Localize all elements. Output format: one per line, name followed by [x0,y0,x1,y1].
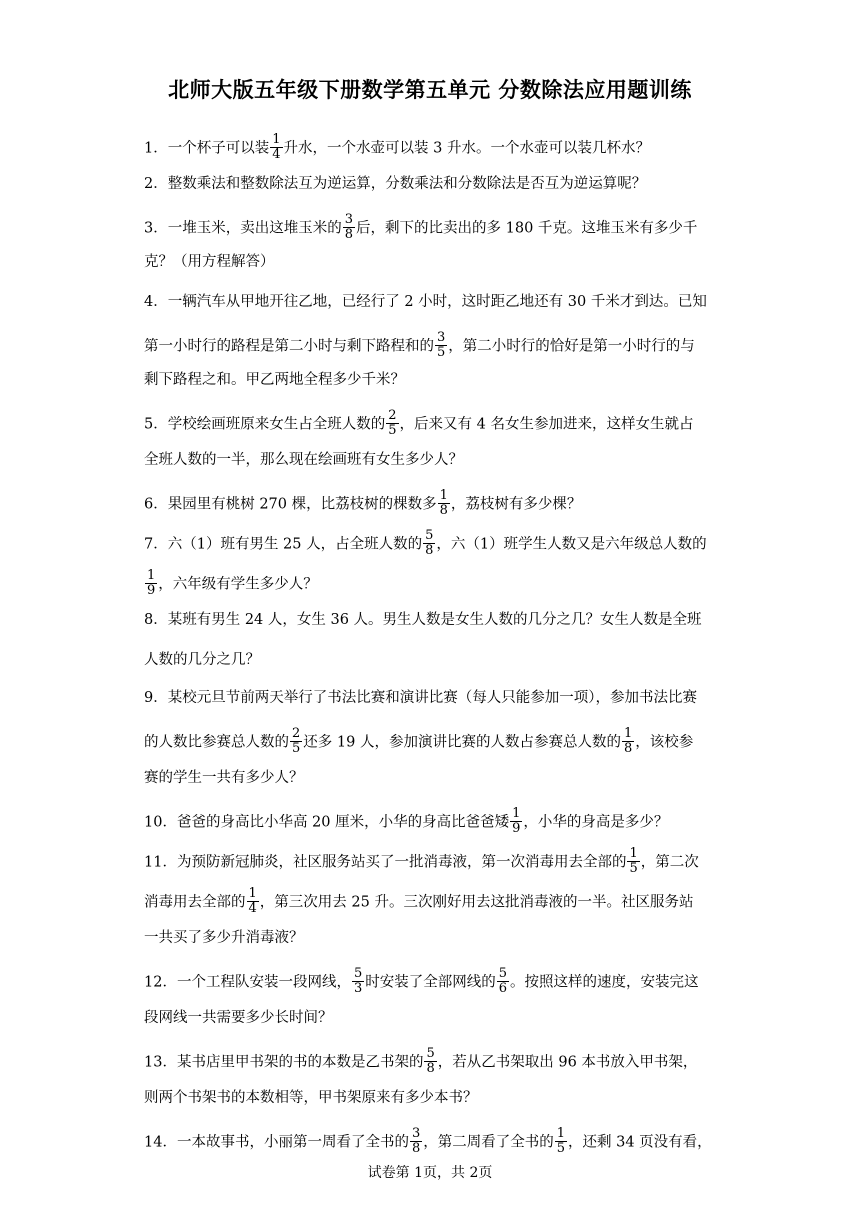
problem-text: 时安装了全部网线的 [365,974,496,991]
problem-text: 9．某校元旦节前两天举行了书法比赛和演讲比赛（每人只能参加一项），参加书法比赛 [144,690,697,706]
problem-line [144,1128,719,1157]
problem-text: 全班人数的一半，那么现在绘画班有女生多少人？ [144,452,463,468]
problem-line [144,410,719,439]
fraction [386,409,398,438]
fraction-denominator: 6 [498,981,508,996]
problem-line [144,808,719,837]
problem-text: ，六年级有学生多少人？ [158,576,318,593]
fraction [622,727,634,756]
problem-text: 5．学校绘画班原来女生占全班人数的 [144,416,386,433]
problem-line [144,688,719,708]
problem-line [144,292,719,312]
problem-line [144,134,719,163]
problem-line [144,610,719,630]
fraction-denominator: 8 [623,741,633,756]
fraction-numerator: 5 [426,1046,435,1061]
problem-text: 。按照这样的速度，安装完这 [510,974,699,991]
problem-text: 2．整数乘法和整数除法互为逆运算，分数乘法和分数除法是否互为逆运算呢？ [144,176,647,192]
problem-line [144,1048,719,1077]
problem-line [144,570,719,599]
problem-text: 克？（用方程解答） [144,254,275,270]
problem-text: 剩下路程之和。甲乙两地全程多少千米？ [144,372,405,388]
fraction-denominator: 8 [344,227,354,242]
fraction-numerator: 3 [437,330,446,345]
problem-line [144,888,719,917]
problem-line [144,928,719,948]
problem-text: 11．为预防新冠肺炎，社区服务站买了一批消毒液，第一次消毒用去全部的 [144,854,627,871]
fraction-denominator: 8 [439,503,448,518]
fraction [424,1047,436,1076]
problem-text: 10．爸爸的身高比小华高 20 厘米，小华的身高比爸爸矮 [144,814,510,831]
problem-text: ，第二次 [640,854,699,871]
fraction [410,1127,422,1156]
problem-line [144,1088,719,1108]
fraction-numerator: 5 [353,966,363,981]
fraction-denominator: 8 [426,1061,435,1076]
fraction-denominator: 5 [629,861,638,876]
problem-text: 12．一个工程队安装一段网线， [144,974,351,991]
problem-text: 还多 19 人，参加演讲比赛的人数占参赛总人数的 [303,734,621,751]
problem-line [144,332,719,361]
problem-text: 14．一本故事书，小丽第一周看了全书的 [144,1134,409,1151]
fraction [438,489,450,518]
problem-text: 则两个书架书的本数相等，甲书架原来有多少本书？ [144,1090,478,1106]
fraction-numerator: 1 [248,886,257,901]
page-footer: 试卷第 1页，共 2页 [367,1165,493,1181]
fraction-numerator: 5 [425,528,434,543]
problem-text: 8．某班有男生 24 人，女生 36 人。男生人数是女生人数的几分之几？女生人数是全班 [144,612,702,628]
problem-text: ，小华的身高是多少？ [523,814,669,831]
fraction [352,967,364,996]
fraction [423,529,435,558]
problem-text: 13．某书店里甲书架的书的本数是乙书架的 [144,1054,424,1071]
problem-text: 7．六（1）班有男生 25 人，占全班人数的 [144,536,423,553]
problem-text: ，后来又有 4 名女生参加进来，这样女生就占 [399,416,694,433]
fraction-denominator: 9 [147,583,156,598]
fraction [270,133,282,162]
page-title: 北师大版五年级下册数学第五单元 分数除法应用题训练 [168,78,692,102]
fraction-denominator: 3 [353,981,363,996]
problem-text: ，若从乙书架取出 96 本书放入甲书架， [437,1054,698,1071]
fraction [555,1127,567,1156]
fraction-numerator: 1 [147,568,156,583]
fraction [627,847,639,876]
fraction [510,807,522,836]
problem-line [144,174,719,194]
problem-line [144,252,719,272]
fraction-numerator: 2 [292,726,301,741]
problem-text: 段网线一共需要多少长时间？ [144,1010,333,1026]
problem-text: ，第二小时行的恰好是第一小时行的与 [448,338,695,355]
fraction-denominator: 9 [512,821,521,836]
problem-text: 1．一个杯子可以装 [144,140,270,157]
fraction [343,213,355,242]
fraction-numerator: 1 [629,846,638,861]
problem-text: ，还剩 34 页没有看， [568,1134,712,1151]
problem-text: 3．一堆玉米，卖出这堆玉米的 [144,220,342,237]
problem-text: ，第二周看了全书的 [423,1134,554,1151]
problem-text: 消毒用去全部的 [144,894,246,911]
fraction-denominator: 4 [248,901,257,916]
problem-text: 升水，一个水壶可以装 3 升水。一个水壶可以装几杯水？ [283,140,650,157]
problem-line [144,848,719,877]
problem-line [144,214,719,243]
fraction-numerator: 1 [272,132,281,147]
fraction-numerator: 3 [411,1126,421,1141]
fraction-denominator: 4 [272,147,281,162]
fraction-numerator: 5 [498,966,508,981]
fraction-numerator: 1 [623,726,633,741]
problem-text: 6．果园里有桃树 270 棵，比荔枝树的棵数多 [144,496,437,513]
fraction [247,887,259,916]
fraction-numerator: 1 [556,1126,566,1141]
problem-line [144,530,719,559]
problem-line [144,728,719,757]
fraction [145,569,157,598]
problem-text: 一共买了多少升消毒液？ [144,930,304,946]
problem-text: 第一小时行的路程是第二小时与剩下路程和的 [144,338,434,355]
problem-line [144,1008,719,1028]
problem-text: 后，剩下的比卖出的多 180 千克。这堆玉米有多少千 [356,220,698,237]
fraction-denominator: 5 [292,741,301,756]
problem-text: ，六（1）班学生人数又是六年级总人数的 [436,536,707,553]
problem-line [144,650,719,670]
fraction-denominator: 5 [556,1141,566,1156]
fraction-numerator: 1 [439,488,448,503]
problem-line [144,450,719,470]
problem-text: 赛的学生一共有多少人？ [144,770,304,786]
fraction-denominator: 5 [388,423,397,438]
problem-line [144,370,719,390]
fraction-denominator: 8 [411,1141,421,1156]
problem-line [144,768,719,788]
problem-text: ，荔枝树有多少棵？ [450,496,582,513]
problem-text: 人数的几分之几？ [144,652,260,668]
fraction [435,331,447,360]
problem-text: ，该校参 [635,734,694,751]
fraction-denominator: 5 [437,345,446,360]
problem-text: 的人数比参赛总人数的 [144,734,289,751]
problem-text: 4．一辆汽车从甲地开往乙地，已经行了 2 小时，这时距乙地还有 30 千米才到达。已知 [144,294,707,310]
fraction [497,967,509,996]
fraction-numerator: 1 [512,806,521,821]
problem-text: ，第三次用去 25 升。三次刚好用去这批消毒液的一半。社区服务站 [259,894,694,911]
fraction-denominator: 8 [425,543,434,558]
fraction [290,727,302,756]
fraction-numerator: 2 [388,408,397,423]
problem-line [144,968,719,997]
problem-line [144,490,719,519]
fraction-numerator: 3 [344,212,354,227]
